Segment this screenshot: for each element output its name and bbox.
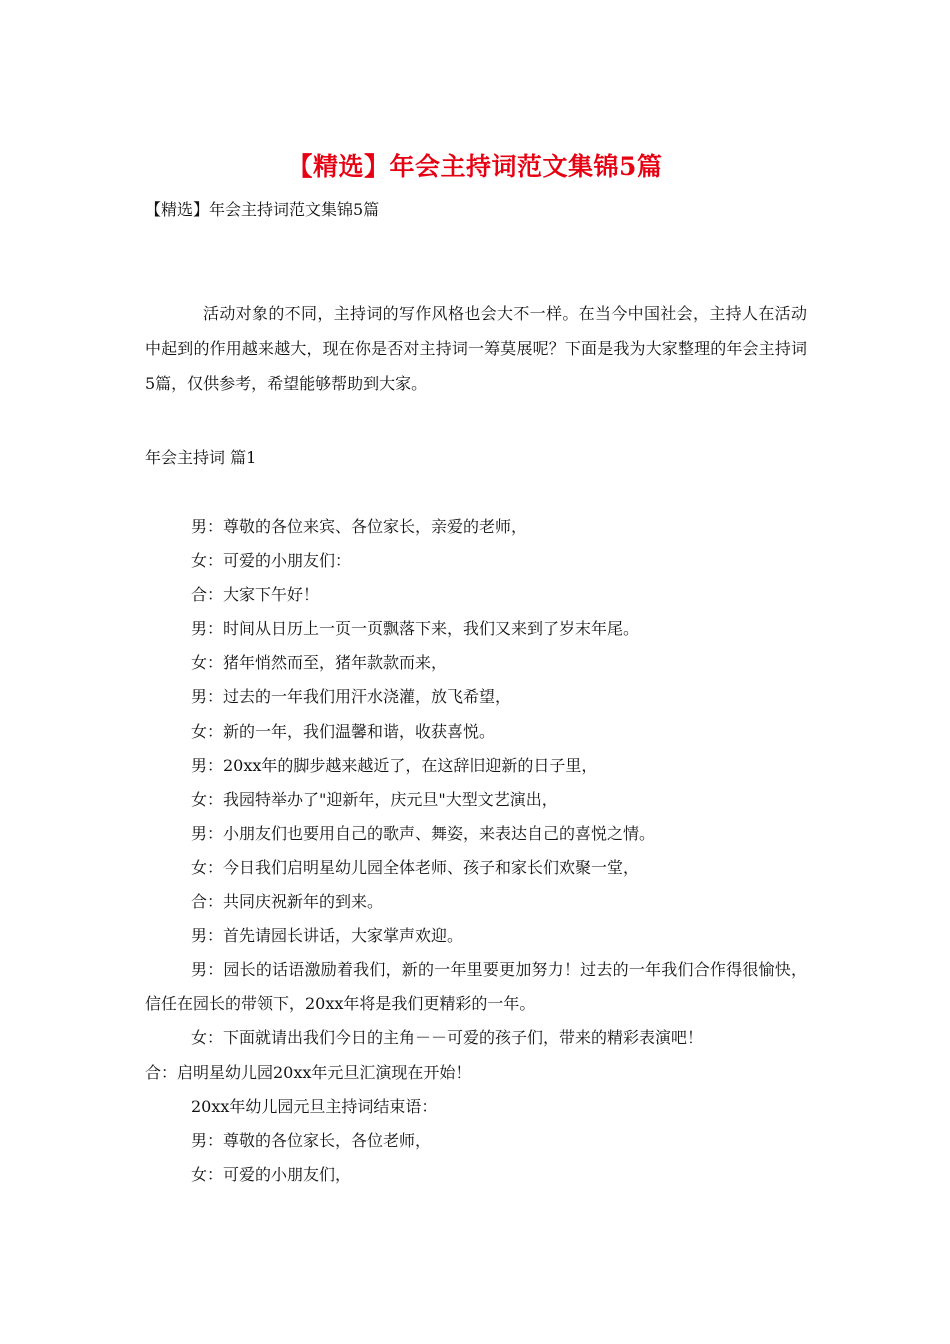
dialogue-line: 男：尊敬的各位家长，各位老师， — [191, 1130, 432, 1150]
dialogue-line: 男：时间从日历上一页一页飘落下来，我们又来到了岁末年尾。 — [191, 619, 640, 639]
dialogue-line: 女：可爱的小朋友们， — [191, 1164, 352, 1184]
dialogue-line: 男：园长的话语激励着我们，新的一年里要更加努力！过去的一年我们合作得很愉快，信任在园长的带领下，20xx年将是我们更精彩的一年。 — [145, 960, 807, 1014]
dialogue-line: 女：下面就请出我们今日的主角－－可爱的孩子们，带来的精彩表演吧！ — [191, 1028, 704, 1048]
dialogue-line: 合：大家下午好！ — [191, 585, 320, 605]
intro-paragraph: 活动对象的不同，主持词的写作风格也会大不一样。在当今中国社会，主持人在活动中起到的作用越来越大，现在你是否对主持词一筹莫展呢？下面是我为大家整理的年会主持词5篇，仅供参考，希望能够帮助到大家。 — [145, 304, 807, 393]
dialogue-line: 女：猪年悄然而至，猪年款款而来， — [191, 653, 448, 673]
dialogue-line: 女：我园特举办了"迎新年，庆元旦"大型文艺演出， — [191, 789, 558, 809]
dialogue-line: 合：启明星幼儿园20xx年元旦汇演现在开始！ — [145, 1062, 472, 1082]
document-title: 【精选】年会主持词范文集锦5篇 — [287, 152, 663, 181]
dialogue-block — [145, 510, 807, 1192]
dialogue-line: 合：共同庆祝新年的到来。 — [191, 892, 384, 912]
dialogue-line: 男：尊敬的各位来宾、各位家长，亲爱的老师， — [191, 517, 528, 536]
dialogue-line: 女：今日我们启明星幼儿园全体老师、孩子和家长们欢聚一堂， — [191, 857, 640, 877]
document-subtitle: 【精选】年会主持词范文集锦5篇 — [145, 200, 380, 219]
dialogue-line: 女：可爱的小朋友们： — [191, 551, 352, 571]
section-heading: 年会主持词 篇1 — [145, 448, 257, 467]
dialogue-line: 男：小朋友们也要用自己的歌声、舞姿，来表达自己的喜悦之情。 — [191, 823, 656, 843]
dialogue-line: 男：20xx年的脚步越来越近了，在这辞旧迎新的日子里， — [191, 755, 598, 775]
dialogue-line: 男：首先请园长讲话，大家掌声欢迎。 — [191, 926, 464, 946]
dialogue-line: 女：新的一年，我们温馨和谐，收获喜悦。 — [191, 721, 496, 741]
dialogue-line: 男：过去的一年我们用汗水浇灌，放飞希望， — [191, 687, 512, 707]
dialogue-line: 20xx年幼儿园元旦主持词结束语： — [191, 1096, 438, 1116]
